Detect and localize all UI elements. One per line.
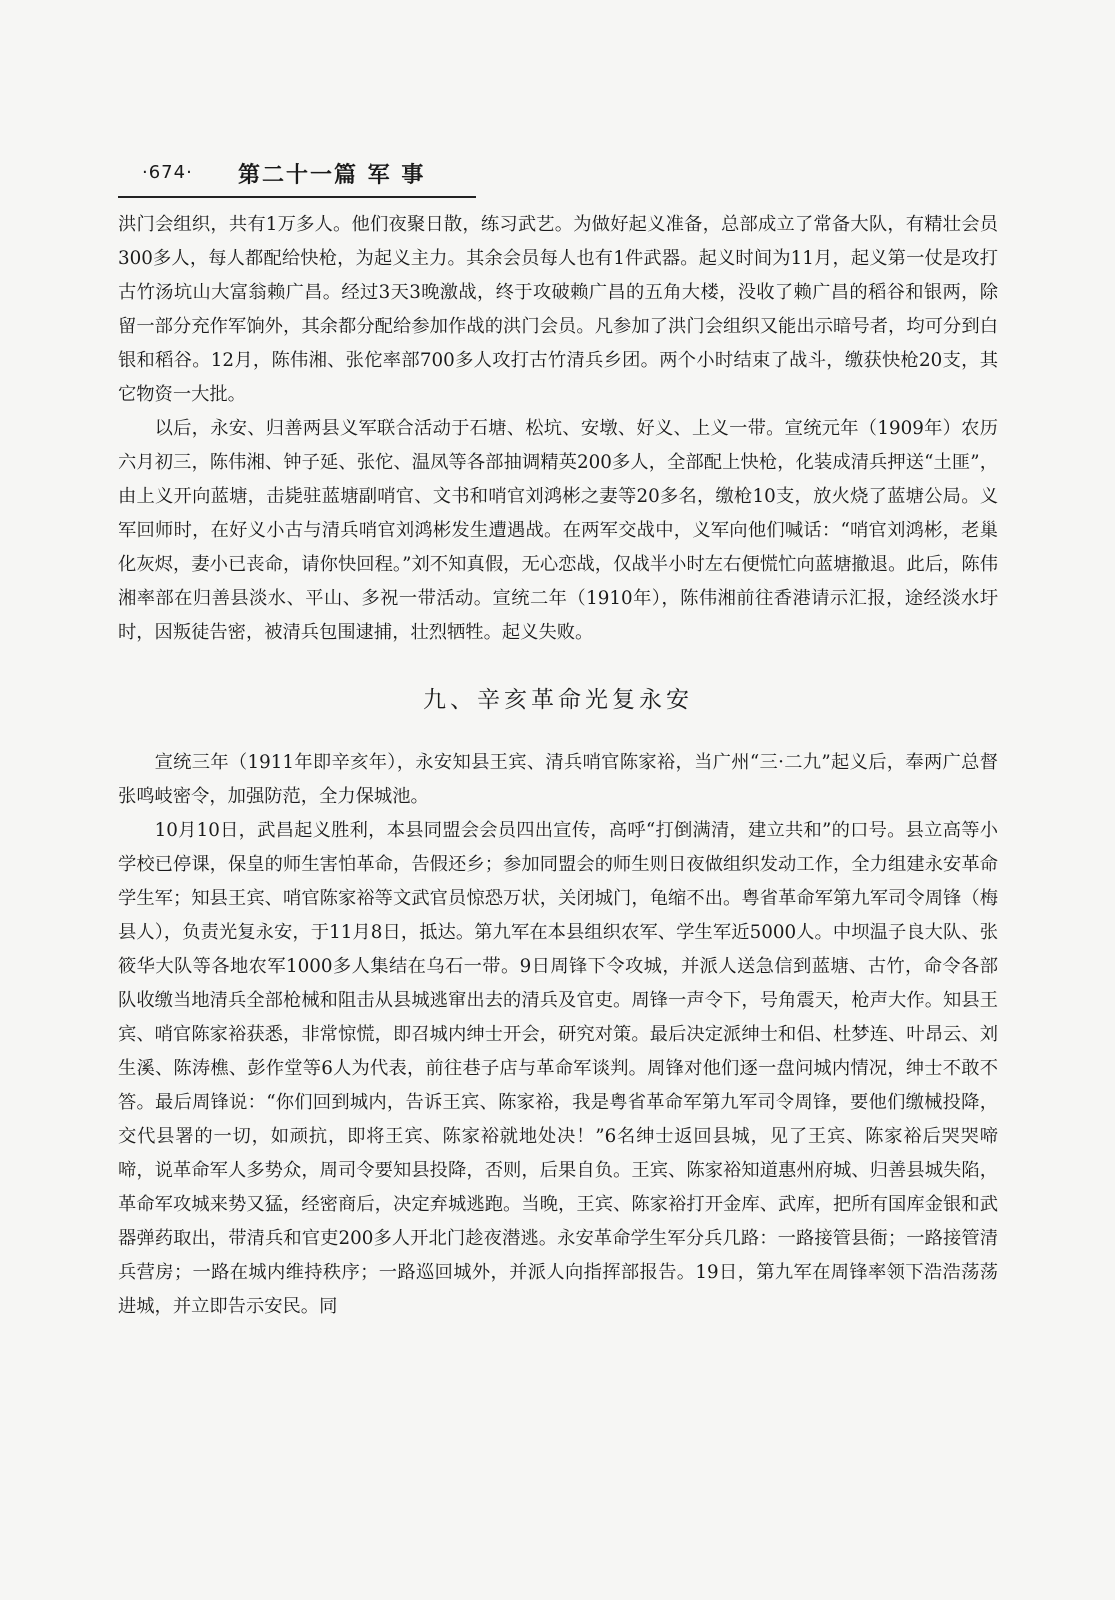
subsection-heading: 九、辛亥革命光复永安	[423, 687, 693, 713]
document-page	[118, 158, 998, 1324]
page-header	[118, 158, 476, 198]
paragraph: 以后，永安、归善两县义军联合活动于石塘、松坑、安墩、好义、上义一带。宣统元年（1909年）农历六月初三，陈伟湘、钟子延、张佗、温凤等各部抽调精英200多人，全部配上快枪，化装成清兵押送“土匪”，由上义开向蓝塘，击毙驻蓝塘副哨官、文书和哨官刘鸿彬之妻等20多名，缴枪10支，放火烧了蓝塘公局。义军回师时，在好义小古与清兵哨官刘鸿彬发生遭遇战。在两军交战中，义军向他们喊话：“哨官刘鸿彬，老巢化灰烬，妻小已丧命，请你快回程。”刘不知真假，无心恋战，仅战半小时左右便慌忙向蓝塘撤退。此后，陈伟湘率部在归善县淡水、平山、多祝一带活动。宣统二年（1910年），陈伟湘前往香港请示汇报，途经淡水圩时，因叛徒告密，被清兵包围逮捕，壮烈牺牲。起义失败。	[118, 418, 998, 643]
paragraph: 洪门会组织，共有1万多人。他们夜聚日散，练习武艺。为做好起义准备，总部成立了常备大队，有精壮会员300多人，每人都配给快枪，为起义主力。其余会员每人也有1件武器。起义时间为11月，起义第一仗是攻打古竹汤坑山大富翁赖广昌。经过3天3晚激战，终于攻破赖广昌的五角大楼，没收了赖广昌的稻谷和银两，除留一部分充作军饷外，其余都分配给参加作战的洪门会员。凡参加了洪门会组织又能出示暗号者，均可分到白银和稻谷。12月，陈伟湘、张佗率部700多人攻打古竹清兵乡团。两个小时结束了战斗，缴获快枪20支，其它物资一大批。	[118, 214, 998, 405]
paragraph: 10月10日，武昌起义胜利，本县同盟会会员四出宣传，高呼“打倒满清，建立共和”的口号。县立高等小学校已停课，保皇的师生害怕革命，告假还乡；参加同盟会的师生则日夜做组织发动工作，全力组建永安革命学生军；知县王宾、哨官陈家裕等文武官员惊恐万状，关闭城门，龟缩不出。粤省革命军第九军司令周锋（梅县人），负责光复永安，于11月8日，抵达。第九军在本县组织农军、学生军近5000人。中坝温子良大队、张筱华大队等各地农军1000多人集结在乌石一带。9日周锋下令攻城，并派人送急信到蓝塘、古竹，命令各部队收缴当地清兵全部枪械和阻击从县城逃窜出去的清兵及官吏。周锋一声令下，号角震天，枪声大作。知县王宾、哨官陈家裕获悉，非常惊慌，即召城内绅士开会，研究对策。最后决定派绅士和侣、杜梦连、叶昂云、刘生溪、陈涛樵、彭作堂等6人为代表，前往巷子店与革命军谈判。周锋对他们逐一盘问城内情况，绅士不敢不答。最后周锋说：“你们回到城内，告诉王宾、陈家裕，我是粤省革命军第九军司令周锋，要他们缴械投降，交代县署的一切，如顽抗，即将王宾、陈家裕就地处决！”6名绅士返回县城，见了王宾、陈家裕后哭哭啼啼，说革命军人多势众，周司令要知县投降，否则，后果自负。王宾、陈家裕知道惠州府城、归善县城失陷，革命军攻城来势又猛，经密商后，决定弃城逃跑。当晚，王宾、陈家裕打开金库、武库，把所有国库金银和武器弹药取出，带清兵和官吏200多人开北门趁夜潜逃。永安革命学生军分兵几路：一路接管县衙；一路接管清兵营房；一路在城内维持秩序；一路巡回城外，并派人向指挥部报告。19日，第九军在周锋率领下浩浩荡荡进城，并立即告示安民。同	[118, 820, 998, 1317]
section-title: 第二十一篇 军 事	[238, 163, 426, 188]
page-number: ·674·	[142, 162, 193, 183]
paragraph: 宣统三年（1911年即辛亥年），永安知县王宾、清兵哨官陈家裕，当广州“三·二九”起义后，奉两广总督张鸣岐密令，加强防范，全力保城池。	[118, 752, 998, 807]
body-text	[118, 208, 998, 1324]
